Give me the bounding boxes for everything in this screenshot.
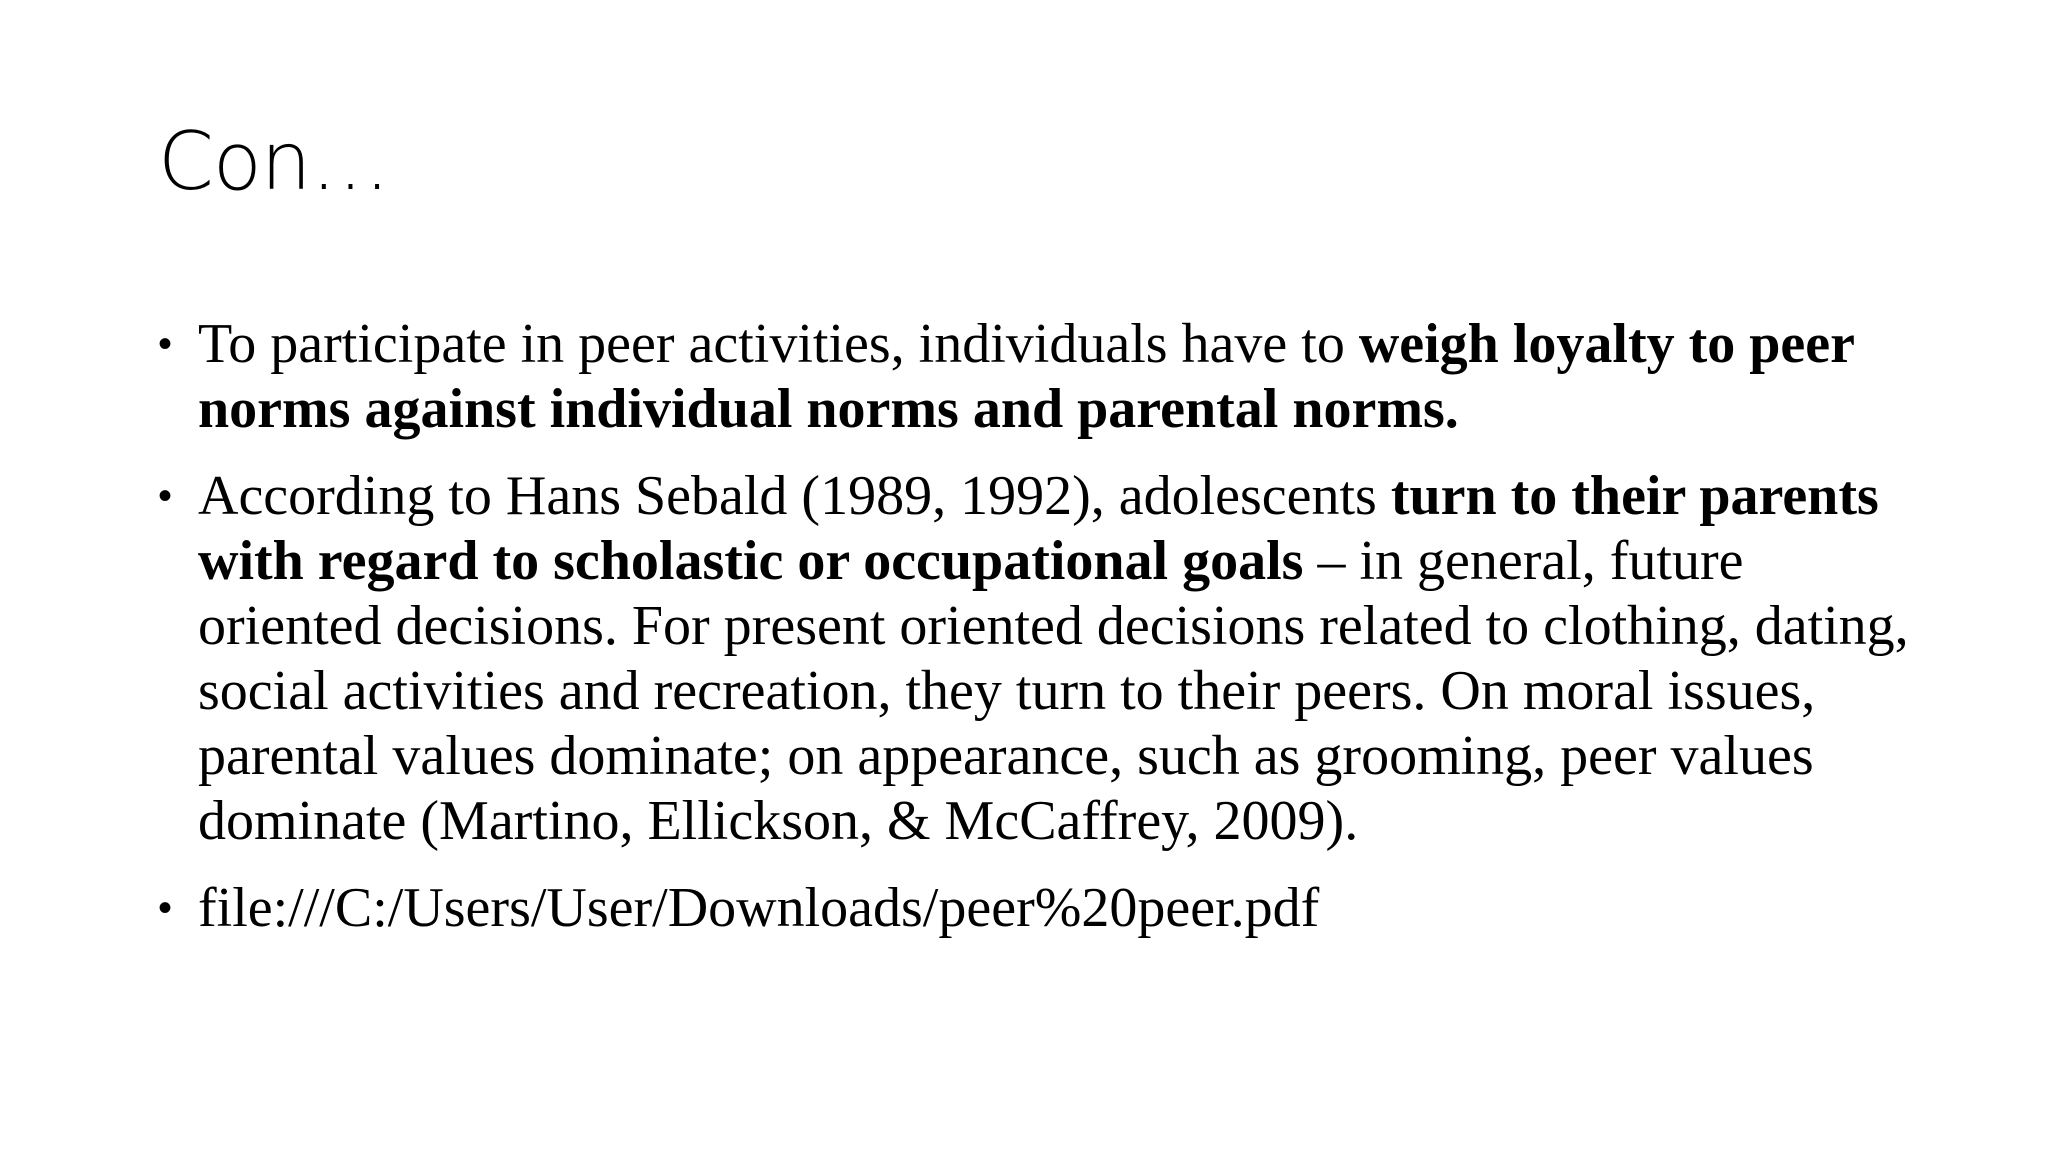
- bullet-icon: •: [158, 886, 173, 930]
- bullet-item-peer-norms: [158, 312, 1923, 442]
- bullet-item-file-path: [158, 876, 1923, 941]
- bullet-text-plain: – in general, future oriented decisions. For present oriented decisions related to clothing, dating, social activities and recreation, they turn to their peers. On moral issues, parental values dominate; on appearance, such as grooming, peer values dominate (Martino, Ellickson, & McCaffrey, 2009).: [198, 530, 1909, 852]
- bullet-text-plain: To participate in peer activities, individuals have to: [198, 313, 1359, 375]
- bullet-list: [158, 312, 1923, 963]
- bullet-icon: •: [158, 474, 173, 518]
- bullet-text-emphasis: weigh loyalty to peer norms against individual norms and parental norms.: [198, 313, 1854, 440]
- bullet-text-emphasis: turn to their parents with regard to scholastic or occupational goals: [198, 465, 1879, 592]
- bullet-text: [198, 313, 1854, 440]
- bullet-item-sebald: [158, 464, 1923, 854]
- bullet-text: [198, 465, 1909, 852]
- bullet-text-plain: According to Hans Sebald (1989, 1992), adolescents: [198, 465, 1391, 527]
- bullet-icon: •: [158, 322, 173, 366]
- slide-title: Con…: [158, 115, 390, 208]
- file-path-text: file:///C:/Users/User/Downloads/peer%20peer.pdf: [198, 877, 1320, 939]
